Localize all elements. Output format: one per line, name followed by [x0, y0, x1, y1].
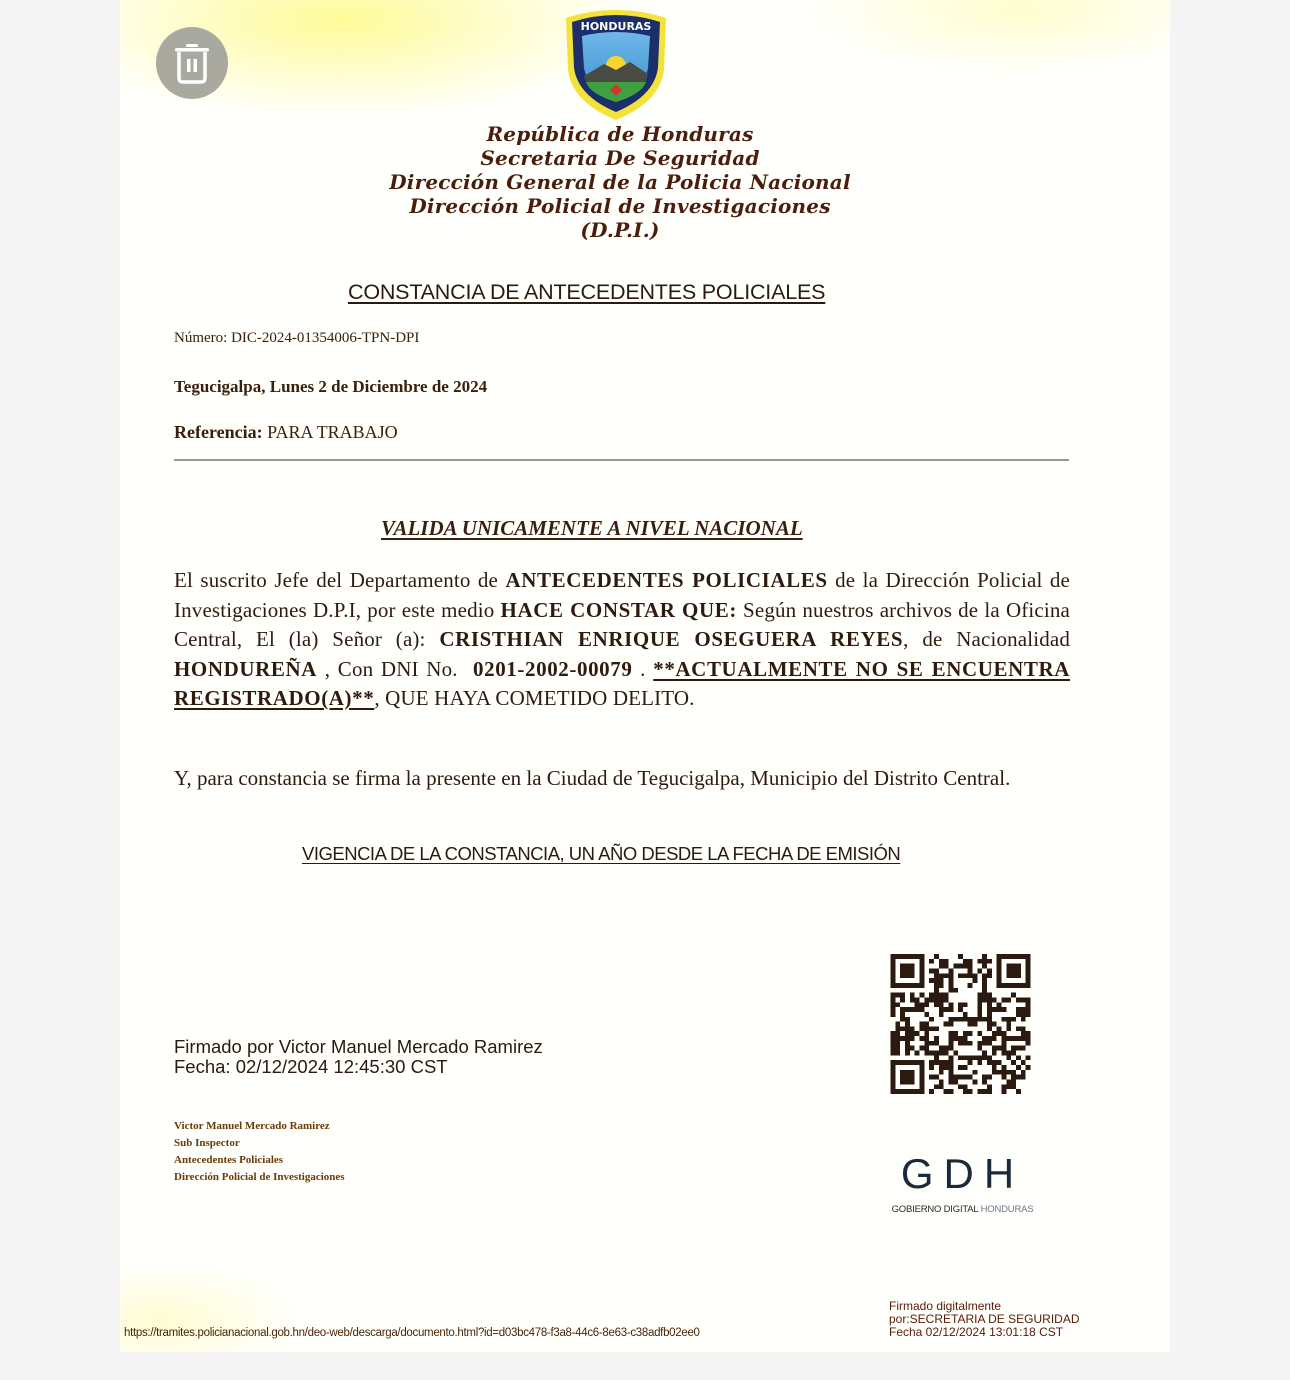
body-text-2: de la Dirección Policial de Investigaciones D.P.I, por este medio — [174, 568, 1070, 622]
header-line-secretaria: Secretaria De Seguridad — [480, 146, 760, 170]
digital-signature-line3: Fecha 02/12/2024 13:01:18 CST — [889, 1325, 1064, 1339]
digital-signature-line1: Firmado digitalmente — [889, 1299, 1002, 1313]
gdh-logo-block — [880, 1148, 1045, 1215]
dni-number: 0201-2002-00079 — [473, 656, 633, 681]
nationality: HONDUREÑA — [174, 656, 318, 681]
body-text-4: , de Nacionalidad — [903, 627, 1070, 651]
officer-details — [174, 1118, 345, 1186]
header-line-republic: República de Honduras — [486, 122, 754, 146]
person-name: CRISTHIAN ENRIQUE OSEGUERA REYES — [439, 627, 904, 651]
gdh-caption — [880, 1204, 1045, 1215]
referencia-label: Referencia: — [174, 422, 263, 442]
place-date: Tegucigalpa, Lunes 2 de Diciembre de 2024 — [174, 377, 488, 396]
body-text-5: , Con DNI No. — [324, 656, 458, 681]
honduras-police-crest-icon — [560, 6, 672, 122]
digital-signature-line2: por:SECRETARIA DE SEGURIDAD — [889, 1312, 1080, 1326]
document-title: CONSTANCIA DE ANTECEDENTES POLICIALES — [348, 280, 826, 304]
signed-by: Firmado por Victor Manuel Mercado Ramirez — [174, 1036, 543, 1057]
delete-button[interactable] — [156, 27, 228, 99]
record-status: **ACTUALMENTE NO SE ENCUENTRA REGISTRADO(A)** — [174, 656, 1070, 710]
referencia-value: PARA TRABAJO — [267, 422, 398, 442]
closing-statement: Y, para constancia se firma la presente en la Ciudad de Tegucigalpa, Municipio del Distrito Central. — [174, 766, 1011, 790]
numero-label: Número: — [174, 330, 228, 346]
hace-constar: HACE CONSTAR QUE: — [500, 597, 737, 622]
reference — [174, 422, 398, 443]
header-line-dpi-abbr: (D.P.I.) — [580, 218, 660, 242]
signature-block — [174, 1037, 543, 1077]
header-line-dpi: Dirección Policial de Investigaciones — [409, 194, 831, 218]
gdh-logo-icon — [880, 1148, 1045, 1200]
body-text-1: El suscrito Jefe del Departamento de — [174, 568, 499, 592]
department-name: ANTECEDENTES POLICIALES — [505, 568, 828, 592]
issuer-header — [380, 122, 860, 242]
body-text-3: Según nuestros archivos de la Oficina Central, El (la) Señor (a): — [174, 597, 1070, 651]
document-number — [174, 330, 419, 347]
validity-scope: VALIDA UNICAMENTE A NIVEL NACIONAL — [381, 516, 803, 540]
officer-division: Dirección Policial de Investigaciones — [174, 1171, 345, 1183]
verification-url: https://tramites.policianacional.gob.hn/deo-web/descarga/documento.html?id=d03bc478-f3a8-44c6-8e63-c38adfb02ee0 — [124, 1327, 700, 1339]
digital-signature — [889, 1300, 1080, 1339]
separator-line — [174, 459, 1069, 461]
header-line-direccion-general: Dirección General de la Policia Nacional — [389, 170, 851, 194]
crest-label: HONDURAS — [580, 20, 652, 33]
gdh-caption-light: HONDURAS — [980, 1204, 1034, 1215]
signature-date: Fecha: 02/12/2024 12:45:30 CST — [174, 1056, 448, 1077]
gdh-caption-bold: GOBIERNO DIGITAL — [891, 1204, 979, 1215]
body-text-6: . — [640, 656, 646, 681]
gdh-logo-text: GDH — [900, 1150, 1025, 1197]
trash-icon — [173, 42, 211, 84]
certification-body — [174, 566, 1070, 714]
qr-code-icon — [888, 954, 1033, 1094]
numero-value: DIC-2024-01354006-TPN-DPI — [231, 330, 420, 346]
officer-name: Victor Manuel Mercado Ramirez — [174, 1120, 330, 1132]
officer-rank: Sub Inspector — [174, 1137, 240, 1149]
body-text-7: , QUE HAYA COMETIDO DELITO. — [374, 686, 695, 710]
officer-department: Antecedentes Policiales — [174, 1154, 284, 1166]
validity-period: VIGENCIA DE LA CONSTANCIA, UN AÑO DESDE LA FECHA DE EMISIÓN — [302, 843, 901, 864]
